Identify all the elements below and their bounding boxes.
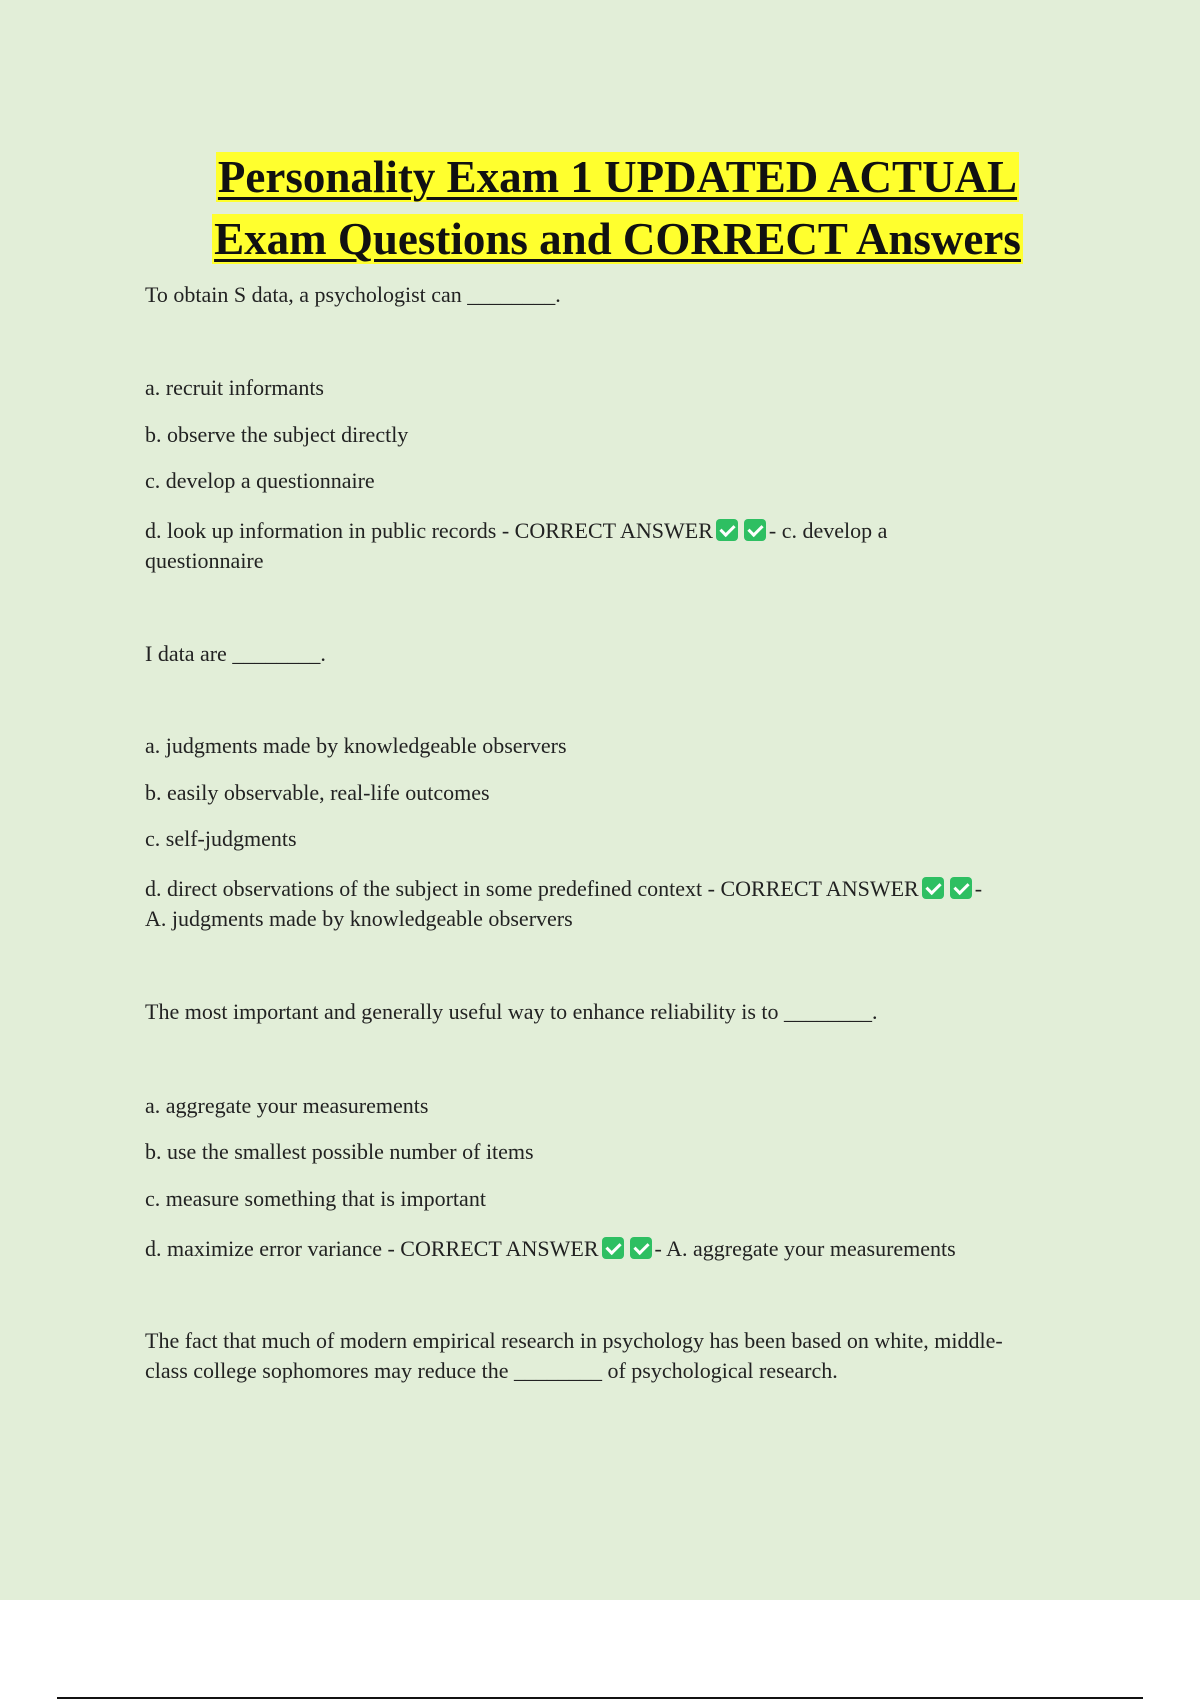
question-1-option-d xyxy=(145,516,1090,546)
question-2-answer-wrap: A. judgments made by knowledgeable observers xyxy=(145,906,573,931)
footer-divider xyxy=(57,1697,1143,1699)
question-2-option-d xyxy=(145,874,1090,904)
question-4-stem-line-2: class college sophomores may reduce the ________ of psychological research. xyxy=(145,1358,838,1383)
title-line-2: Exam Questions and CORRECT Answers xyxy=(214,214,1021,264)
question-2-option-a: a. judgments made by knowledgeable observers xyxy=(145,733,567,758)
question-2-option-b: b. easily observable, real-life outcomes xyxy=(145,780,490,805)
question-3-option-b: b. use the smallest possible number of items xyxy=(145,1139,534,1164)
question-3-answer-tail: - A. aggregate your measurements xyxy=(654,1236,956,1261)
question-3-stem: The most important and generally useful way to enhance reliability is to ________. xyxy=(145,999,878,1024)
check-mark-icon xyxy=(744,519,766,541)
question-3-option-c: c. measure something that is important xyxy=(145,1186,486,1211)
check-mark-icon xyxy=(630,1237,652,1259)
question-2-option-c: c. self-judgments xyxy=(145,826,297,851)
check-mark-icon xyxy=(950,877,972,899)
question-1-stem: To obtain S data, a psychologist can ________. xyxy=(145,282,561,307)
question-1-answer-tail: - c. develop a xyxy=(768,518,888,543)
question-1-option-b: b. observe the subject directly xyxy=(145,422,409,447)
check-mark-icon xyxy=(922,877,944,899)
question-4-stem-line-1: The fact that much of modern empirical research in psychology has been based on white, middle- xyxy=(145,1328,1003,1353)
question-2-option-d-text: d. direct observations of the subject in some predefined context - CORRECT ANSWER xyxy=(145,876,919,901)
title-line-1: Personality Exam 1 UPDATED ACTUAL xyxy=(217,152,1018,202)
document-title xyxy=(145,146,1090,270)
question-3-option-d-text: d. maximize error variance - CORRECT ANSWER xyxy=(145,1236,599,1261)
question-1-option-d-text: d. look up information in public records - CORRECT ANSWER xyxy=(145,518,713,543)
check-mark-icon xyxy=(716,519,738,541)
question-3-option-d xyxy=(145,1234,1090,1264)
question-1-answer-wrap: questionnaire xyxy=(145,548,264,573)
check-mark-icon xyxy=(602,1237,624,1259)
question-1-option-a: a. recruit informants xyxy=(145,375,324,400)
question-3-option-a: a. aggregate your measurements xyxy=(145,1093,429,1118)
question-2-stem: I data are ________. xyxy=(145,641,326,666)
question-1-option-c: c. develop a questionnaire xyxy=(145,468,375,493)
question-2-answer-tail: - xyxy=(974,876,983,901)
